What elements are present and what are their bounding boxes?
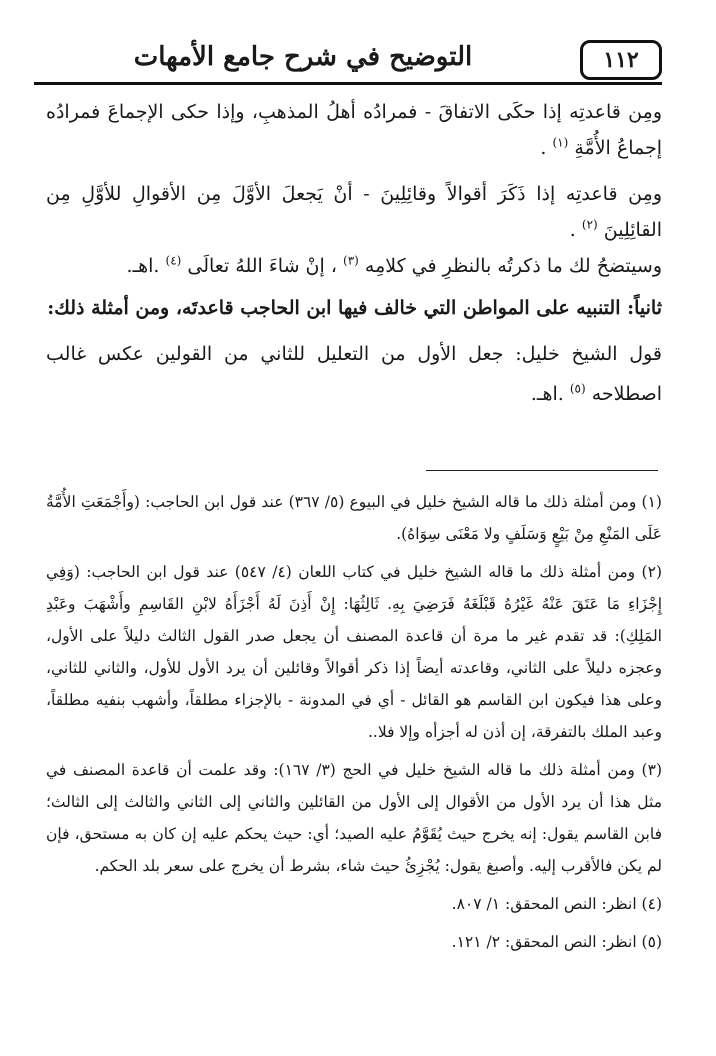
paragraph-1 xyxy=(46,94,662,166)
paragraph-1-end: . xyxy=(540,137,547,159)
paragraph-3-text-c: .اهـ. xyxy=(126,255,160,277)
paragraph-3 xyxy=(46,248,662,284)
footnote-3: (٣) ومن أمثلة ذلك ما قاله الشيخ خليل في الحج (٣/ ١٦٧): وقد علمت أن قاعدة المصنف في مثل هذا أن يرد الأول من الأقوال إلى الأول من القائلين والثاني إلى الثاني والثالث إلى الثالث؛ فابن القاسم يقول: إنه يخرج حيث يُقَوَّمُ عليه الصيد؛ أي: حيث يحكم عليه إن كان به مستحق، فإن لم يكن فالأقرب إليه. وأصبغ يقول: يُجْزِئُ حيث شاء، بشرط أن يخرج على سعر بلد الحكم. xyxy=(46,761,662,875)
section-heading: ثانياً: التنبيه على المواطن التي خالف فيها ابن الحاجب قاعدتَه، ومن أمثلة ذلك: xyxy=(47,297,662,319)
footnote-1: (١) ومن أمثلة ذلك ما قاله الشيخ خليل في البيوع (٥/ ٣٦٧) عند قول ابن الحاجب: (وأَجْمَعَتِ الأُمَّةُ عَلَى المَنْعِ مِنْ بَيْعٍ وَسَلَفٍ ولا مَعْنَى سِوَاهُ). xyxy=(46,493,662,543)
footnote-ref-4[interactable]: (٤) xyxy=(165,253,182,268)
paragraph-2 xyxy=(46,176,662,248)
footnote-ref-3[interactable]: (٣) xyxy=(343,253,359,268)
paragraph-2-text: ومِن قاعدتِه إذا ذَكَرَ أقوالاً وقائِلِينَ - أنْ يَجعلَ الأوَّلَ مِن الأقوالِ للأوَّلِ مِن القائِلِينَ xyxy=(46,183,662,241)
footnote-ref-1[interactable]: (١) xyxy=(552,135,569,150)
page-number: ١١٢ xyxy=(580,40,662,80)
footnote-5: (٥) انظر: النص المحقق: ٢/ ١٢١. xyxy=(451,933,662,951)
paragraph-3-text-a: وسيتضحُ لك ما ذكرتُه بالنظرِ في كلامِه xyxy=(364,255,662,277)
footnotes xyxy=(46,486,662,964)
running-title: التوضيح في شرح جامع الأمهات xyxy=(133,42,473,72)
footnote-4: (٤) انظر: النص المحقق: ١/ ٨٠٧. xyxy=(451,895,662,913)
main-text xyxy=(46,94,662,414)
header-rule xyxy=(34,82,662,85)
footnote-ref-2[interactable]: (٢) xyxy=(581,217,598,232)
footnote-ref-5[interactable]: (٥) xyxy=(569,381,586,396)
paragraph-5 xyxy=(46,334,662,414)
paragraph-2-end: . xyxy=(569,219,576,241)
paragraph-5-text: قول الشيخ خليل: جعل الأول من التعليل للثاني من القولين عكس غالب اصطلاحه xyxy=(46,343,662,405)
footnote-separator xyxy=(426,470,658,471)
footnote-2: (٢) ومن أمثلة ذلك ما قاله الشيخ خليل في كتاب اللعان (٤/ ٥٤٧) عند قول ابن الحاجب: (وَفِي إِجْزَاءِ مَا عَتَقَ عَنْهُ غَيْرُهُ قَبْلَغَهُ فَرَضِيَ بِهِ. ثَالِثُهَا: إِنْ أَذِنَ لَهُ أَجْزَأَهُ لابْنِ القَاسِمِ وأَشْهَبَ وعَبْدِ المَلِكِ): قد تقدم غير ما مرة أن قاعدة المصنف أن يجعل صدر القول الثالث دليلاً على الأول، وعجزه دليلاً على الثاني، وقاعدته أيضاً إذا ذكر أقوالاً وقائلين أن يرد الأول للأول، والثاني للثاني، وعلى هذا فيكون ابن القاسم هو القائل - أي في المدونة - بالإجزاء مطلقاً، وأشهب بنفيه مطلقاً، وعبد الملك بالتفرقة، إن أذن له أجزأه وإلا فلا.. xyxy=(46,563,662,741)
page-header xyxy=(34,36,662,88)
paragraph-3-text-b: ، إنْ شاءَ اللهُ تعالَى xyxy=(187,255,337,277)
paragraph-1-text: ومِن قاعدتِه إذا حكَى الاتفاقَ - فمرادُه أهلُ المذهبِ، وإذا حكى الإجماعَ فمرادُه إجماعُ الأُمَّةِ xyxy=(46,101,662,159)
paragraph-5-end: .اهـ. xyxy=(530,383,564,405)
